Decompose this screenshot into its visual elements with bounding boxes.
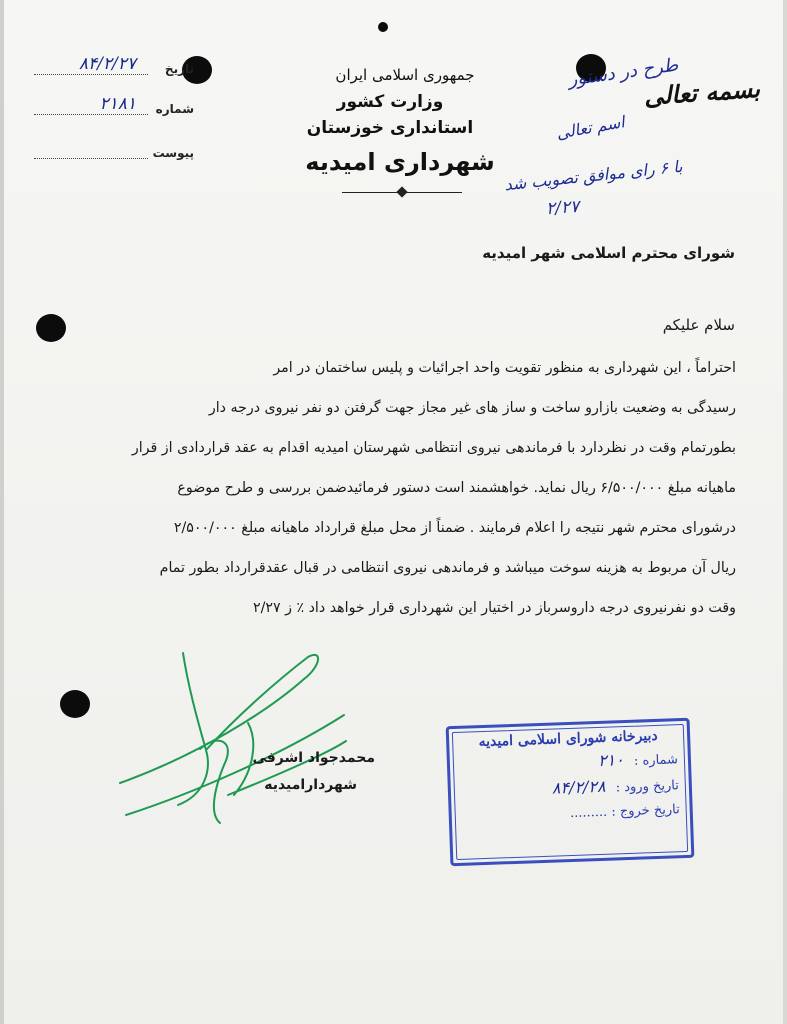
handwritten-note-3: با ۶ رای موافق تصویب شد (503, 156, 684, 195)
punch-hole-middle (36, 314, 66, 342)
signatory-title: شهردارامیدیه (264, 777, 357, 793)
handwritten-note-1: طرح در دستور (567, 54, 680, 91)
signatory-name: محمدجواد اشرفی (252, 750, 375, 766)
letterhead-republic: جمهوری اسلامی ایران (335, 66, 475, 84)
stamp-entry-label: تاریخ ورود : (615, 778, 680, 796)
number-value: ۲۱۸۱ (99, 94, 136, 114)
stamp-number-value: ۲۱۰ (597, 750, 625, 770)
bismillah-heading: بسمه تعالی (643, 73, 761, 111)
stamp-entry-value: ۸۴/۲/۲۸ (551, 776, 606, 798)
body-line: وقت دو نفرنیروی درجه داروسرباز در اختیار این شهرداری قرار خواهد داد ٪ ز ۲/۲۷ (252, 600, 736, 616)
date-field (34, 54, 194, 82)
handwritten-note-4: ۲/۲۷ (545, 196, 580, 220)
recipient-line: شورای محترم اسلامی شهر امیدیه (482, 244, 735, 262)
stamp-exit-dots: ......... (569, 804, 608, 822)
letterhead-divider (342, 192, 462, 193)
letter-body (50, 348, 736, 628)
attachment-label: پیوست (152, 146, 194, 160)
body-line: ماهیانه مبلغ ۶/۵۰۰/۰۰۰ ریال نماید. خواهشمند است دستور فرمائیدضمن بررسی و طرح موضوع (177, 480, 736, 496)
divider-ornament (396, 186, 407, 197)
body-line: احتراماً ، این شهرداری به منظور تقویت واحد اجرائیات و پلیس ساختمان در امر (273, 360, 736, 376)
punch-hole-corner (378, 22, 388, 32)
handwritten-note-2: اسم تعالی (554, 112, 626, 143)
body-line: ریال آن مربوط به هزینه سوخت میباشد و فرماندهی نیروی انتظامی در قبال عقدقرارداد بطور تمام (159, 560, 736, 576)
number-dots (34, 114, 148, 115)
letterhead-province: استانداری خوزستان (306, 118, 474, 138)
signature-scribble (108, 645, 358, 835)
date-value: ۸۴/۲/۲۷ (78, 54, 136, 74)
punch-hole-bottom (60, 690, 90, 718)
date-label: تاریخ (164, 62, 194, 76)
number-field (34, 94, 194, 122)
page-edge-right (783, 0, 787, 1024)
letterhead-municipality: شهرداری امیدیه (305, 148, 495, 176)
body-line: رسیدگی به وضعیت بازارو ساخت و ساز های غیر مجاز جهت گرفتن دو نفر نیروی درجه دار (208, 400, 736, 416)
greeting: سلام علیکم (662, 316, 735, 334)
attachment-field (34, 144, 194, 166)
stamp-title: دبیرخانه شورای اسلامی امیدیه (478, 727, 658, 751)
council-secretariat-stamp (446, 718, 695, 866)
letterhead-ministry: وزارت کشور (336, 92, 444, 112)
stamp-number-label: شماره : (633, 752, 679, 769)
date-dots (34, 74, 148, 75)
page-edge-left (0, 0, 4, 1024)
body-line: درشورای محترم شهر نتیجه را اعلام فرمایند . ضمناً از محل مبلغ قرارداد ماهیانه مبلغ ۲/۵۰۰/۰۰۰ (173, 520, 736, 536)
attachment-dots (34, 158, 148, 159)
stamp-exit-label: تاریخ خروج : (611, 802, 680, 820)
number-label: شماره (155, 102, 194, 116)
body-line: بطورتمام وقت در نظردارد با فرماندهی نیروی انتظامی شهرستان امیدیه اقدام به عقد قراردادی از قرار (131, 440, 736, 456)
